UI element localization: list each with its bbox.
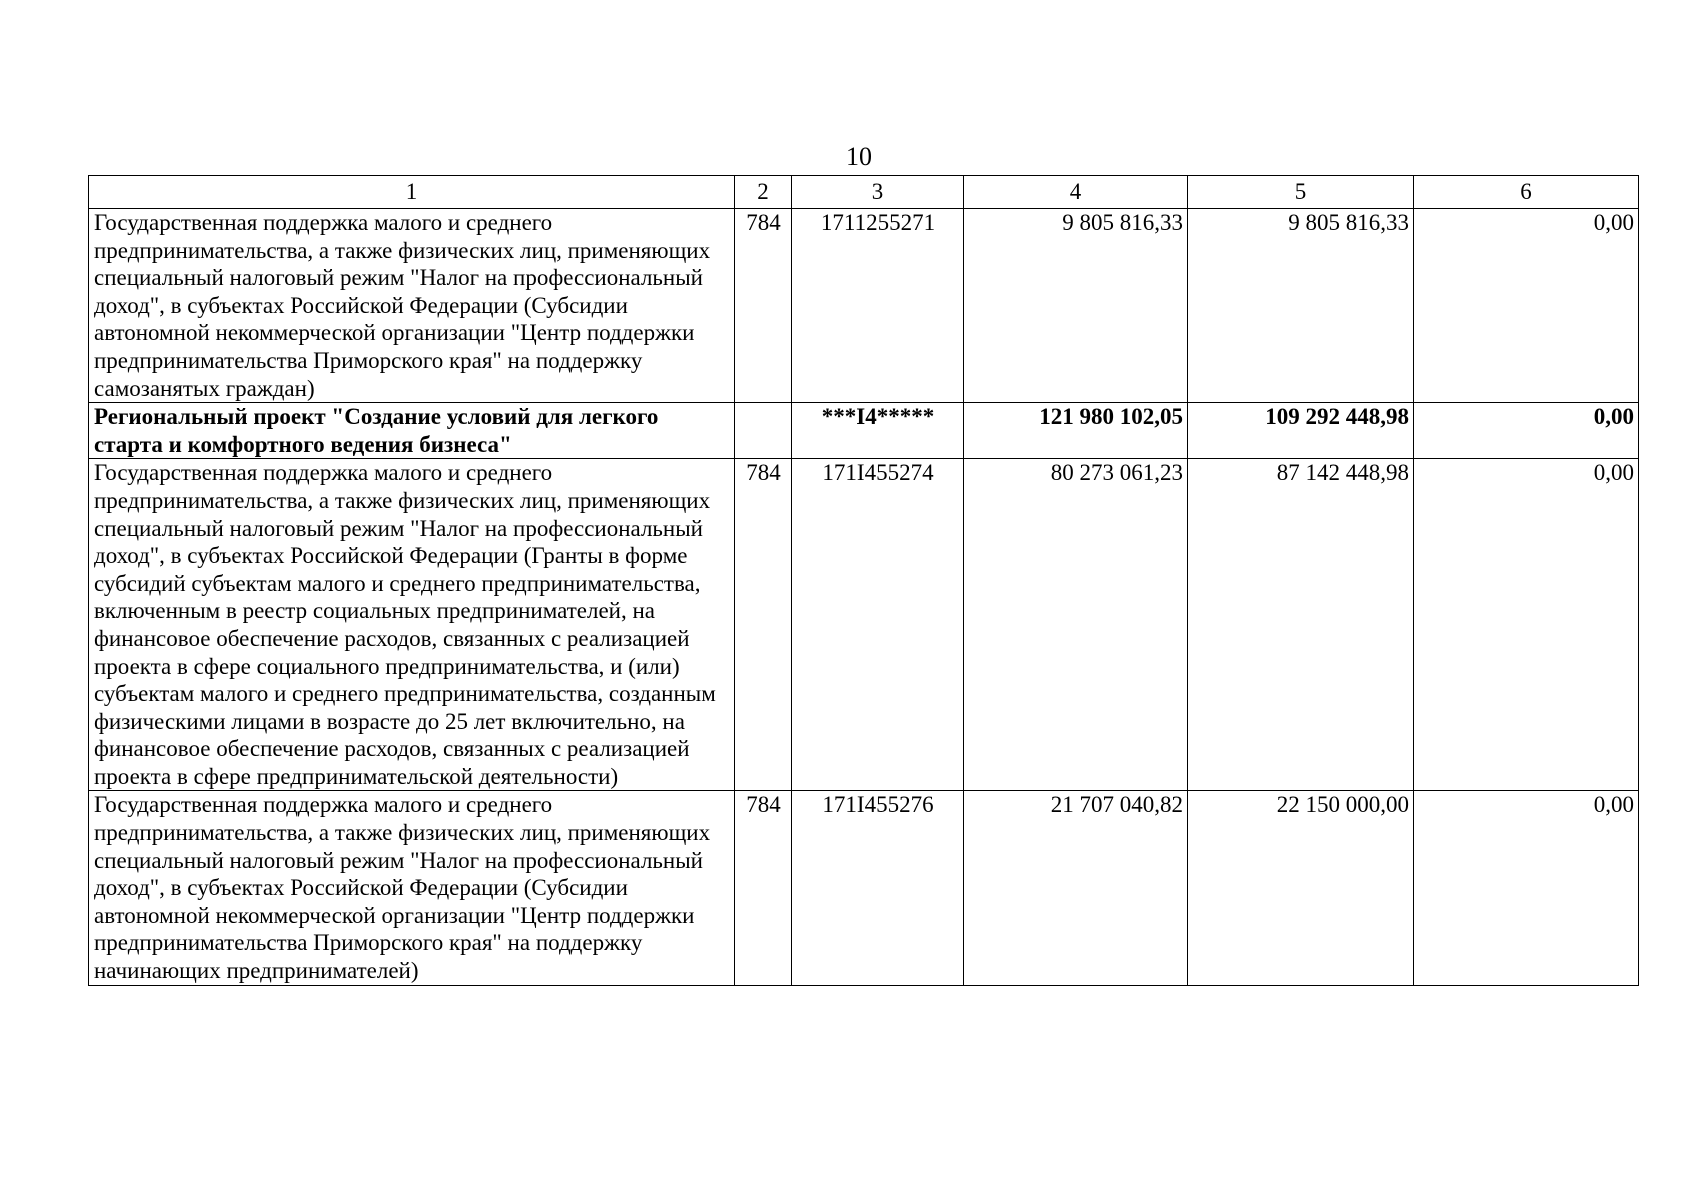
column-header-6: 6 <box>1414 176 1639 209</box>
budget-table <box>88 175 1639 986</box>
row-amount-5: 87 142 448,98 <box>1188 459 1414 791</box>
row-code <box>735 403 792 459</box>
row-code: 784 <box>735 459 792 791</box>
row-amount-4: 21 707 040,82 <box>964 791 1188 985</box>
row-description: Государственная поддержка малого и среднего предпринимательства, а также физических лиц, применяющих специальный налоговый режим "Налог на профессиональный доход", в субъектах Российской Федерации (Субсидии автономной некоммерческой организации "Центр поддержки предпринимательства Приморского края" на поддержку самозанятых граждан) <box>89 209 735 403</box>
row-amount-4: 80 273 061,23 <box>964 459 1188 791</box>
table-row <box>89 791 1639 985</box>
row-amount-6: 0,00 <box>1414 459 1639 791</box>
row-amount-4: 121 980 102,05 <box>964 403 1188 459</box>
row-description: Государственная поддержка малого и среднего предпринимательства, а также физических лиц, применяющих специальный налоговый режим "Налог на профессиональный доход", в субъектах Российской Федерации (Гранты в форме субсидий субъектам малого и среднего предпринимательства, включенным в реестр социальных предпринимателей, на финансовое обеспечение расходов, связанных с реализацией проекта в сфере социального предпринимательства, и (или) субъектам малого и среднего предпринимательства, созданным физическими лицами в возрасте до 25 лет включительно, на финансовое обеспечение расходов, связанных с реализацией проекта в сфере предпринимательской деятельности) <box>89 459 735 791</box>
column-header-2: 2 <box>735 176 792 209</box>
page-number: 10 <box>846 142 872 171</box>
column-header-5: 5 <box>1188 176 1414 209</box>
column-header-4: 4 <box>964 176 1188 209</box>
row-description: Региональный проект "Создание условий для легкого старта и комфортного ведения бизнеса" <box>89 403 735 459</box>
row-target-article: 171I455274 <box>792 459 964 791</box>
table-header-row <box>89 176 1639 209</box>
column-header-1: 1 <box>89 176 735 209</box>
row-code: 784 <box>735 209 792 403</box>
row-amount-5: 109 292 448,98 <box>1188 403 1414 459</box>
table-row <box>89 209 1639 403</box>
table-row-project-total <box>89 403 1639 459</box>
row-amount-6: 0,00 <box>1414 209 1639 403</box>
row-target-article: 171I455276 <box>792 791 964 985</box>
row-description: Государственная поддержка малого и среднего предпринимательства, а также физических лиц, применяющих специальный налоговый режим "Налог на профессиональный доход", в субъектах Российской Федерации (Субсидии автономной некоммерческой организации "Центр поддержки предпринимательства Приморского края" на поддержку начинающих предпринимателей) <box>89 791 735 985</box>
row-amount-6: 0,00 <box>1414 791 1639 985</box>
row-amount-5: 22 150 000,00 <box>1188 791 1414 985</box>
row-code: 784 <box>735 791 792 985</box>
table-row <box>89 459 1639 791</box>
row-amount-6: 0,00 <box>1414 403 1639 459</box>
row-target-article: ***I4***** <box>792 403 964 459</box>
row-amount-5: 9 805 816,33 <box>1188 209 1414 403</box>
row-target-article: 1711255271 <box>792 209 964 403</box>
row-amount-4: 9 805 816,33 <box>964 209 1188 403</box>
column-header-3: 3 <box>792 176 964 209</box>
